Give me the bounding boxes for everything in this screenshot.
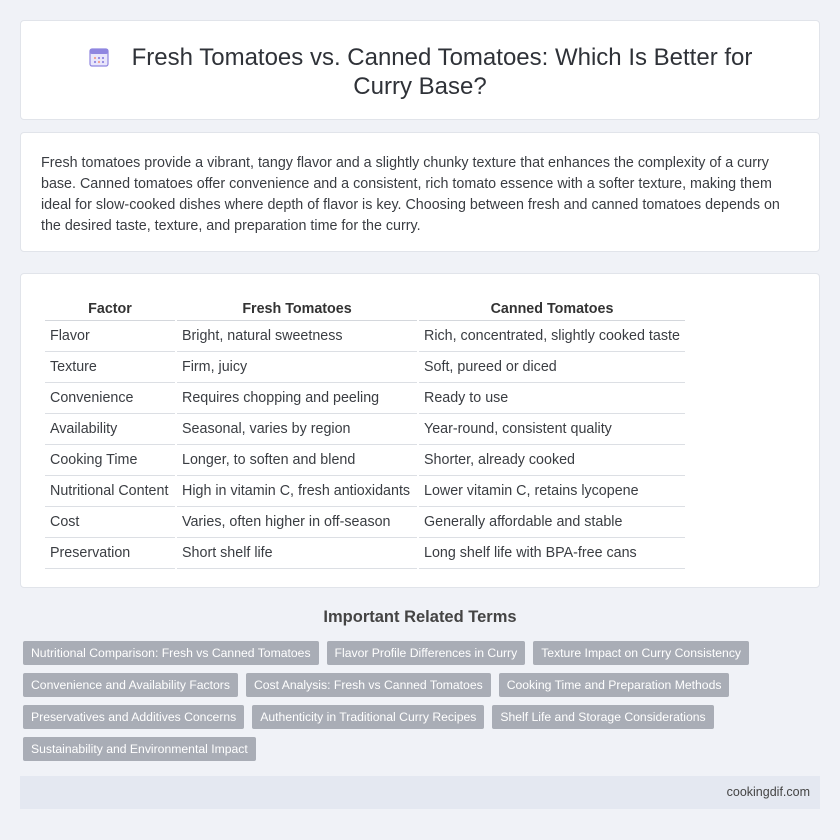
table-cell: Texture [45,352,175,383]
table-cell: Cost [45,507,175,538]
related-tag-link[interactable]: Texture Impact on Curry Consistency [533,641,749,665]
table-cell: Varies, often higher in off-season [177,507,417,538]
table-cell: Flavor [45,321,175,352]
table-cell: Preservation [45,538,175,569]
table-cell: Cooking Time [45,445,175,476]
table-cell: Requires chopping and peeling [177,383,417,414]
table-cell: Seasonal, varies by region [177,414,417,445]
calendar-icon [88,46,110,68]
related-tag-link[interactable]: Flavor Profile Differences in Curry [327,641,526,665]
table-row [45,414,685,445]
table-cell: High in vitamin C, fresh antioxidants [177,476,417,507]
related-tag-link[interactable]: Shelf Life and Storage Considerations [492,705,713,729]
table-cell: Nutritional Content [45,476,175,507]
table-cell: Soft, pureed or diced [419,352,685,383]
table-cell: Long shelf life with BPA-free cans [419,538,685,569]
footer-site-link[interactable]: cookingdif.com [726,785,810,799]
page-title-text: Fresh Tomatoes vs. Canned Tomatoes: Which Is Better for Curry Base? [131,44,753,100]
related-tag-link[interactable]: Cost Analysis: Fresh vs Canned Tomatoes [246,673,491,697]
table-cell: Short shelf life [177,538,417,569]
intro-card [20,132,820,252]
table-cell: Firm, juicy [177,352,417,383]
related-tag-link[interactable]: Sustainability and Environmental Impact [23,737,256,761]
title-wrap [61,43,779,101]
related-terms-heading: Important Related Terms [323,608,517,626]
table-cell: Lower vitamin C, retains lycopene [419,476,685,507]
column-header-canned: Canned Tomatoes [419,294,685,321]
related-tag-link[interactable]: Cooking Time and Preparation Methods [499,673,730,697]
table-cell: Availability [45,414,175,445]
column-header-factor: Factor [45,294,175,321]
intro-text: Fresh tomatoes provide a vibrant, tangy flavor and a slightly chunky texture that enhances the complexity of a curry base. Canned tomatoes offer convenience and a consistent, rich tomato essence with a softer texture, making them ideal for slow-cooked dishes where depth of flavor is key. Choosing between fresh and canned tomatoes depends on the desired taste, texture, and preparation time for the curry. [41,155,780,234]
related-tag-link[interactable]: Preservatives and Additives Concerns [23,705,244,729]
comparison-card [20,273,820,588]
table-row [45,445,685,476]
table-row [45,383,685,414]
comparison-table [43,294,687,569]
table-row [45,321,685,352]
table-row [45,352,685,383]
table-cell: Shorter, already cooked [419,445,685,476]
table-cell: Rich, concentrated, slightly cooked taste [419,321,685,352]
column-header-fresh: Fresh Tomatoes [177,294,417,321]
table-row [45,538,685,569]
header-card [20,20,820,120]
related-tag-link[interactable]: Authenticity in Traditional Curry Recipes [252,705,484,729]
table-cell: Generally affordable and stable [419,507,685,538]
table-cell: Bright, natural sweetness [177,321,417,352]
related-tag-link[interactable]: Nutritional Comparison: Fresh vs Canned Tomatoes [23,641,319,665]
table-cell: Ready to use [419,383,685,414]
page-title [61,43,779,101]
related-tag-link[interactable]: Convenience and Availability Factors [23,673,238,697]
table-cell: Year-round, consistent quality [419,414,685,445]
table-row [45,507,685,538]
table-header-row [45,294,685,321]
table-cell: Convenience [45,383,175,414]
table-cell: Longer, to soften and blend [177,445,417,476]
table-row [45,476,685,507]
footer [20,776,820,809]
related-tags [23,641,823,769]
